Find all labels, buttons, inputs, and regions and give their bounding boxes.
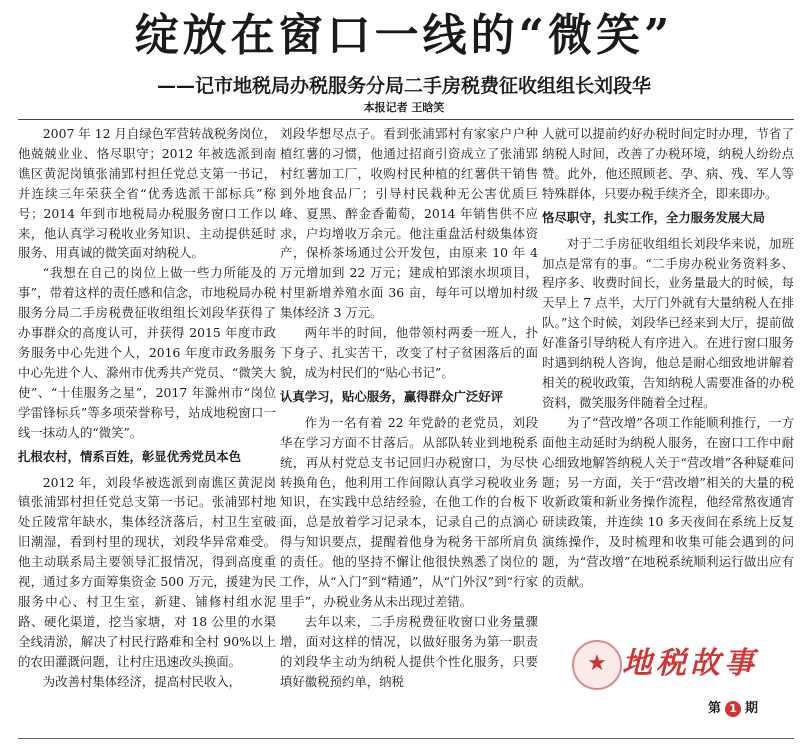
paragraph: 人就可以提前约好办税时间定时办理，节省了纳税人时间，改善了办税环境，纳税人纷纷点赞。此外，他还照顾老、孕、病、残、军人等特殊群体，只要办税手续齐全，即来即办。 bbox=[542, 126, 794, 201]
paragraph: 为了“营改增”各项工作能顺利推行，一方面他主动延时为纳税人服务，在窗口工作中耐心细致地解答纳税人关于“营改增”各种疑难问题；另一方面，关于“营改增”相关的大量的税收新政策和新业务操作流程，他经常熬夜通宵研读政策，并连续 10 多天夜间在系统上反复演练操作，及时梳理和收集可能会遇到的问题，为“营改增”在地税系统顺利运行做出应有的贡献。 bbox=[542, 414, 794, 590]
star-icon: ★ bbox=[587, 651, 607, 676]
paragraph: 刘段华想尽点子。看到张浦郢村有家家户户种植红薯的习惯，他通过招商引资成立了张浦郢村红薯加工厂，收购村民种植的红薯供干销售到外地食品厂；引导村民栽种无公害优质巨峰、夏黑、醉金香葡萄，2014 年销售供不应求，户均增收万余元。他注重盘活村级集体资产，保桥茶场通过公开发包，由原来 10 年 4 万元增加到 22 万元；建成柏郢滚水坝项目，村里新增养殖水面 36 亩，每年可以增加村级集体经济 3 万元。 bbox=[280, 126, 538, 321]
article-column-1 bbox=[18, 124, 276, 729]
tax-emblem-icon bbox=[572, 640, 622, 690]
paragraph: 2007 年 12 月自绿色军营转战税务岗位，他兢兢业业、恪尽职守；2012 年被选派到南谯区黄泥岗镇张浦郢村担任党总支第一书记，并连续三年荣获全省“优秀选派干部标兵”称号；2014 年到市地税局办税服务窗口工作以来，他认真学习税收业务知识、主动提供延时服务、用真诚的微笑面对纳税人。 bbox=[18, 126, 276, 261]
issue-prefix: 第 bbox=[708, 701, 722, 716]
header-divider bbox=[18, 119, 794, 120]
issue-suffix: 期 bbox=[745, 701, 759, 716]
paragraph: 为改善村集体经济，提高村民收入， bbox=[42, 673, 242, 689]
paragraph: 对于二手房征收组组长刘段华来说，加班加点是常有的事。“二手房办税业务资料多、程序多、收费时间长，业务量最大的时候，每天早上 7 点半，大厅门外就有大量纳税人在排队。”这个时候，刘段华已经来到大厅，提前做好准备引导纳税人有序进入。在进行窗口服务时遇到纳税人咨询，他总是耐心细致地讲解着相关的税收政策，告知纳税人需要准备的办税资料，微笑服务伴随着全过程。 bbox=[542, 235, 794, 410]
paragraph: 作为一名有着 22 年党龄的老党员，刘段华在学习方面不甘落后。从部队转业到地税系统，再从村党总支书记回归办税窗口，为尽快转换角色，他利用工作间隙认真学习税收业务知识，在实践中总结经验，在他工作的台板下面，总是放着学习记录本，记录自己的点滴心得与知识要点，提醒着他身为税务干部所肩负的责任。他的坚持不懈让他很快熟悉了岗位的工作，从“入门”到“精通”，从“门外汉”到“行家里手”，办税业务从未出现过差错。 bbox=[280, 414, 538, 609]
paragraph: 两年半的时间，他带领村两委一班人，扑下身子、扎实苦干，改变了村子贫困落后的面貌，成为村民们的“贴心书记”。 bbox=[280, 325, 538, 380]
issue-number bbox=[708, 700, 758, 718]
paragraph: 2012 年，刘段华被选派到南谯区黄泥岗镇张浦郢村担任党总支第一书记。张浦郢村地处丘陵常年缺水，集体经济落后，村卫生室破旧潮湿，看到村里的现状，刘段华异常难受。他主动联系局主要领导汇报情况，得到高度重视，通过多方面筹集资金 500 万元，援建为民服务中心、村卫生室，新建、铺修村组水泥路、硬化渠道，挖当家塘，对 18 公里的水渠全线清淤，解决了村民行路难和全村 90%以上的农田灌溉问题，让村庄迅速改头换面。 bbox=[18, 474, 276, 669]
subheadline: ——记市地税局办税服务分局二手房税费征收组组长刘段华 bbox=[156, 75, 651, 97]
byline: 本报记者 王晗笑 bbox=[363, 101, 445, 114]
section-heading: 认真学习，贴心服务，赢得群众广泛好评 bbox=[280, 388, 504, 404]
paragraph: “我想在自己的岗位上做一些力所能及的事”，带着这样的责任感和信念，市地税局办税服务分局二手房税费征收组组长刘段华获得了办事群众的高度认可，并获得 2015 年度市政务服务中心先进个人，2016 年度市政务服务中心先进个人、滁州市优秀共产党员、“微笑大使”、“十佳服务之星”，2017 年滁州市“岗位学雷锋标兵”等多项荣誉称号，站成地税窗口一线一抹动人的“微笑”。 bbox=[18, 265, 276, 440]
paragraph: 去年以来，二手房税费征收窗口业务量骤增，面对这样的情况，以做好服务为第一职责的刘段华主动为纳税人提供个性化服务，只要填好徽税预约单，纳税 bbox=[280, 613, 538, 689]
footer-divider bbox=[18, 738, 794, 739]
article-column-3 bbox=[542, 124, 794, 624]
section-heading: 扎根农村，情系百姓，彰显优秀党员本色 bbox=[18, 448, 242, 464]
column-title: 地税故事 bbox=[622, 646, 758, 681]
headline: 绽放在窗口一线的“微笑” bbox=[134, 10, 674, 61]
article-column-2 bbox=[280, 124, 538, 729]
issue-number-badge: 1 bbox=[725, 701, 741, 717]
section-heading: 恪尽职守，扎实工作，全力服务发展大局 bbox=[542, 209, 766, 225]
